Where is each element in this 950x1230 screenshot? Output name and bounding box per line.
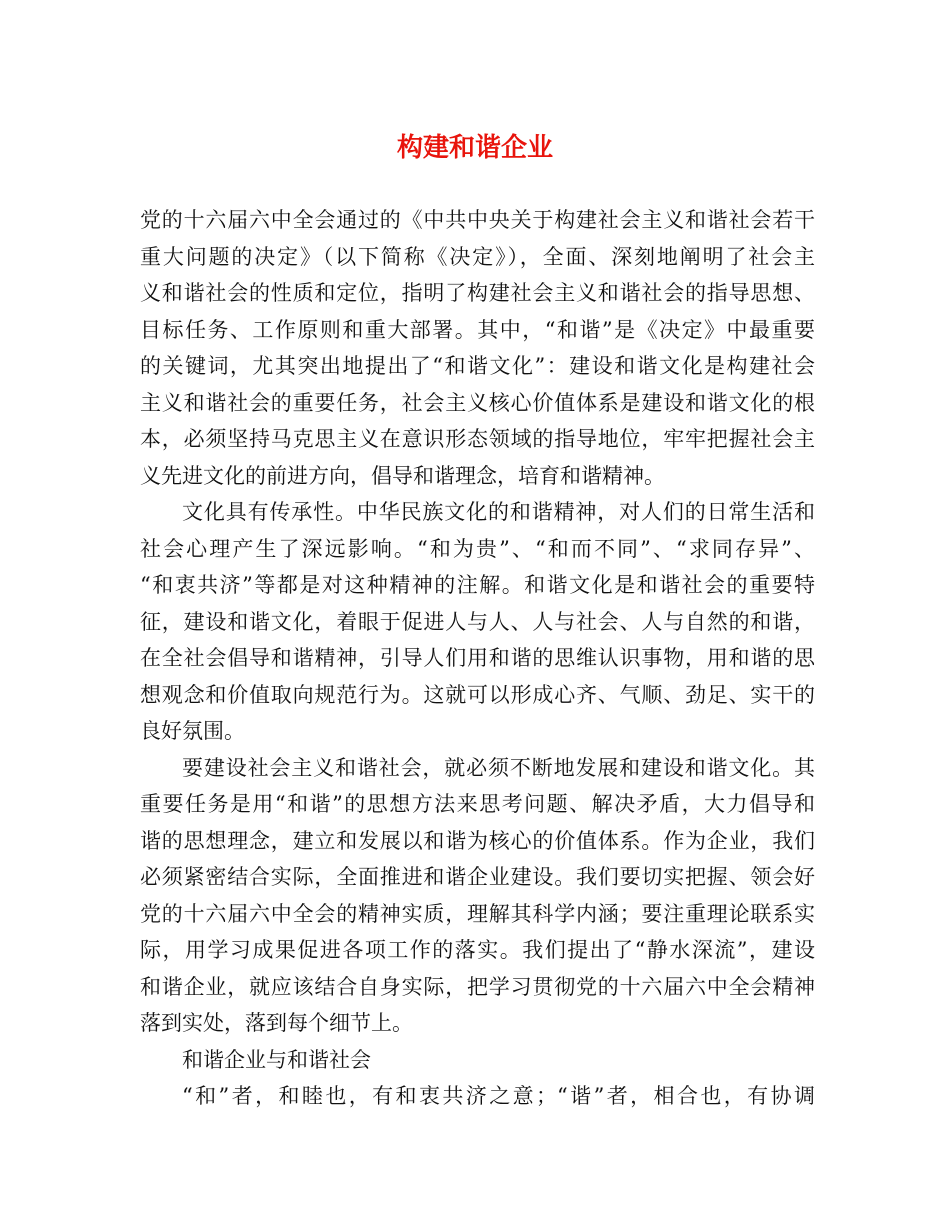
document-body	[140, 202, 815, 1115]
body-line: 良好氛围。	[140, 719, 245, 743]
body-line: 文化具有传承性。中华民族文化的和谐精神，对人们的日常生活和	[182, 500, 815, 524]
body-line: 和谐企业，就应该结合自身实际，把学习贯彻党的十六届六中全会精神	[140, 974, 815, 999]
body-line: 本，必须坚持马克思主义在意识形态领域的指导地位，牢牢把握社会主	[140, 427, 815, 451]
body-line: 党的十六届六中全会的精神实质，理解其科学内涵；要注重理论联系实	[140, 901, 815, 926]
body-line: 义先进文化的前进方向，倡导和谐理念，培育和谐精神。	[140, 463, 665, 488]
body-line: 谐的思想理念，建立和发展以和谐为核心的价值体系。作为企业，我们	[140, 828, 815, 853]
body-line: 际，用学习成果促进各项工作的落实。我们提出了“静水深流”，建设	[140, 938, 815, 962]
body-line: 在全社会倡导和谐精神，引导人们用和谐的思维认识事物，用和谐的思	[140, 646, 815, 670]
body-line: 想观念和价值取向规范行为。这就可以形成心齐、气顺、劲足、实干的	[140, 682, 815, 707]
body-line: 的关键词，尤其突出地提出了“和谐文化”：建设和谐文化是构建社会	[140, 354, 815, 378]
body-line: 要建设社会主义和谐社会，就必须不断地发展和建设和谐文化。其	[182, 755, 815, 780]
document-title: 构建和谐企业	[396, 133, 553, 163]
body-line: 党的十六届六中全会通过的《中共中央关于构建社会主义和谐社会若干	[140, 208, 815, 232]
body-line: 义和谐社会的性质和定位，指明了构建社会主义和谐社会的指导思想、	[140, 281, 815, 305]
body-line: 征，建设和谐文化，着眼于促进人与人、人与社会、人与自然的和谐，	[140, 609, 815, 634]
body-line: “和”者，和睦也，有和衷共济之意；“谐”者，相合也，有协调	[182, 1084, 815, 1108]
body-line: 主义和谐社会的重要任务，社会主义核心价值体系是建设和谐文化的根	[140, 390, 815, 415]
body-line: 社会心理产生了深远影响。“和为贵”、“和而不同”、“求同存异”、	[140, 536, 815, 561]
body-line: “和衷共济”等都是对这种精神的注解。和谐文化是和谐社会的重要特	[140, 573, 815, 597]
body-line: 和谐企业与和谐社会	[182, 1047, 371, 1072]
body-line: 重大问题的决定》（以下简称《决定》），全面、深刻地阐明了社会主	[140, 244, 815, 269]
body-line: 落到实处，落到每个细节上。	[140, 1011, 413, 1035]
body-line: 目标任务、工作原则和重大部署。其中，“和谐”是《决定》中最重要	[140, 317, 815, 342]
body-line: 重要任务是用“和谐”的思想方法来思考问题、解决矛盾，大力倡导和	[140, 792, 815, 816]
body-line: 必须紧密结合实际，全面推进和谐企业建设。我们要切实把握、领会好	[140, 865, 815, 889]
